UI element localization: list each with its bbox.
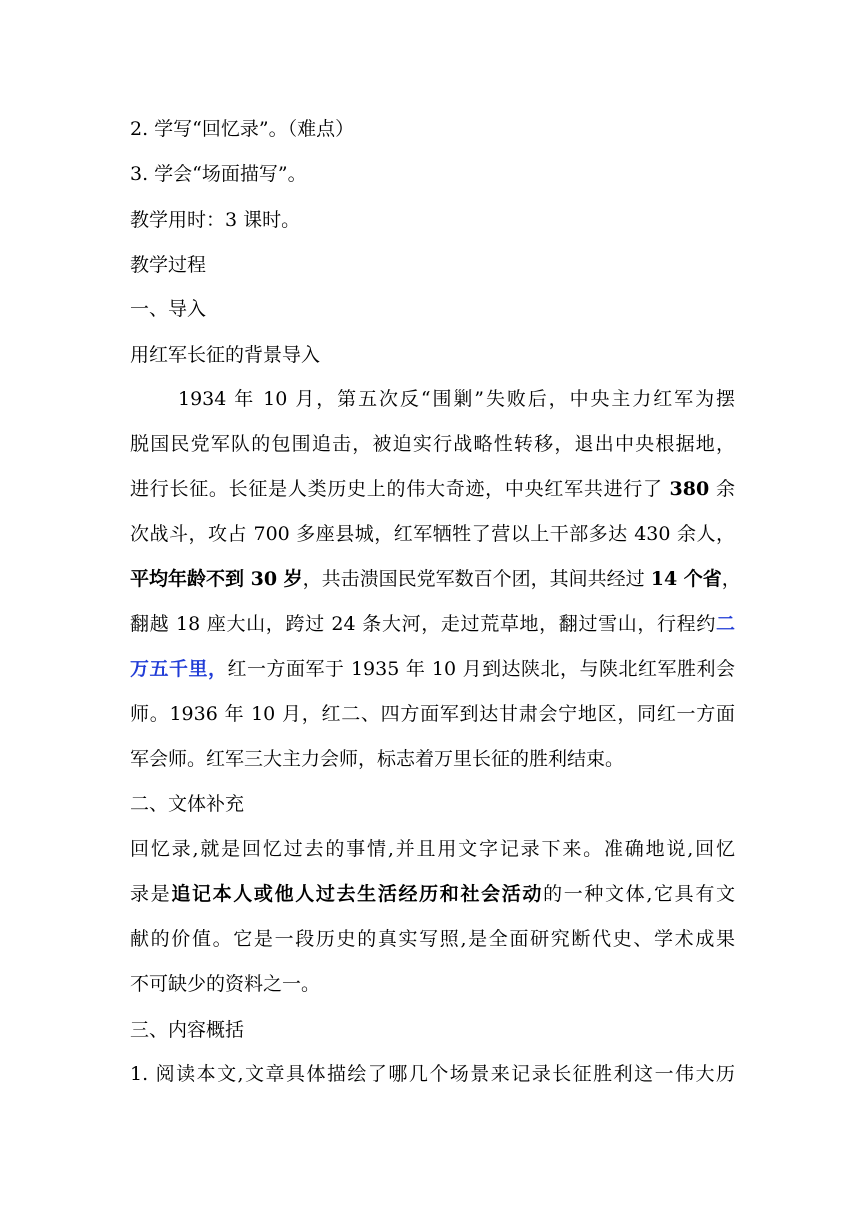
text-run: 余	[709, 478, 735, 500]
section-2-heading: 二、文体补充	[130, 793, 245, 815]
paragraph-line: 不可缺少的资料之一。	[130, 973, 321, 995]
highlight-distance: 二	[715, 613, 735, 635]
teaching-time: 教学用时：3 课时。	[130, 209, 301, 231]
paragraph-line	[130, 657, 735, 681]
text-run: 录是	[130, 883, 172, 905]
highlight-distance: 万五千里，	[130, 658, 228, 680]
objective-item-2: 2. 学写“回忆录”。（难点）	[130, 118, 355, 140]
emphasis-definition: 追记本人或他人过去生活经历和社会活动	[171, 883, 544, 905]
section-1-subheading: 用红军长征的背景导入	[130, 344, 321, 366]
paragraph-line: 脱国民党军队的包围追击，被迫实行战略性转移，退出中央根据地，	[130, 433, 735, 455]
paragraph-line: 1934 年 10 月，第五次反“围剿”失败后，中央主力红军为摆	[178, 388, 735, 410]
emphasis-average-age: 平均年龄不到 30 岁	[130, 568, 303, 590]
paragraph-line: 师。1936 年 10 月，红二、四方面军到达甘肃会宁地区，同红一方面	[130, 703, 735, 725]
paragraph-line	[130, 612, 735, 636]
emphasis-14-provinces: 14 个省	[650, 568, 722, 590]
emphasis-380: 380	[669, 478, 710, 500]
text-run: 翻越 18 座大山，跨过 24 条大河，走过荒草地，翻过雪山，行程约	[130, 613, 716, 635]
section-3-heading: 三、内容概括	[130, 1019, 245, 1041]
paragraph-line: 次战斗，攻占 700 多座县城，红军牺牲了营以上干部多达 430 余人，	[130, 523, 735, 545]
paragraph-line	[130, 477, 735, 501]
paragraph-line: 献的价值。它是一段历史的真实写照,是全面研究断代史、学术成果	[130, 928, 735, 950]
paragraph-line: 回忆录,就是回忆过去的事情,并且用文字记录下来。准确地说,回忆	[130, 838, 735, 860]
section-1-heading: 一、导入	[130, 298, 207, 320]
paragraph-line	[130, 882, 735, 906]
objective-item-3: 3. 学会“场面描写”。	[130, 163, 307, 185]
text-run: ，	[721, 568, 741, 590]
question-1: 1. 阅读本文,文章具体描绘了哪几个场景来记录长征胜利这一伟大历	[130, 1063, 735, 1085]
paragraph-line	[130, 567, 741, 591]
text-run: 的一种文体,它具有文	[543, 883, 735, 905]
text-run: 进行长征。长征是人类历史上的伟大奇迹，中央红军共进行了	[130, 478, 670, 500]
process-heading: 教学过程	[130, 254, 207, 276]
paragraph-line: 军会师。红军三大主力会师，标志着万里长征的胜利结束。	[130, 748, 625, 770]
text-run: ，共击溃国民党军数百个团，其间共经过	[302, 568, 651, 590]
text-run: 红一方面军于 1935 年 10 月到达陕北，与陕北红军胜利会	[227, 658, 735, 680]
